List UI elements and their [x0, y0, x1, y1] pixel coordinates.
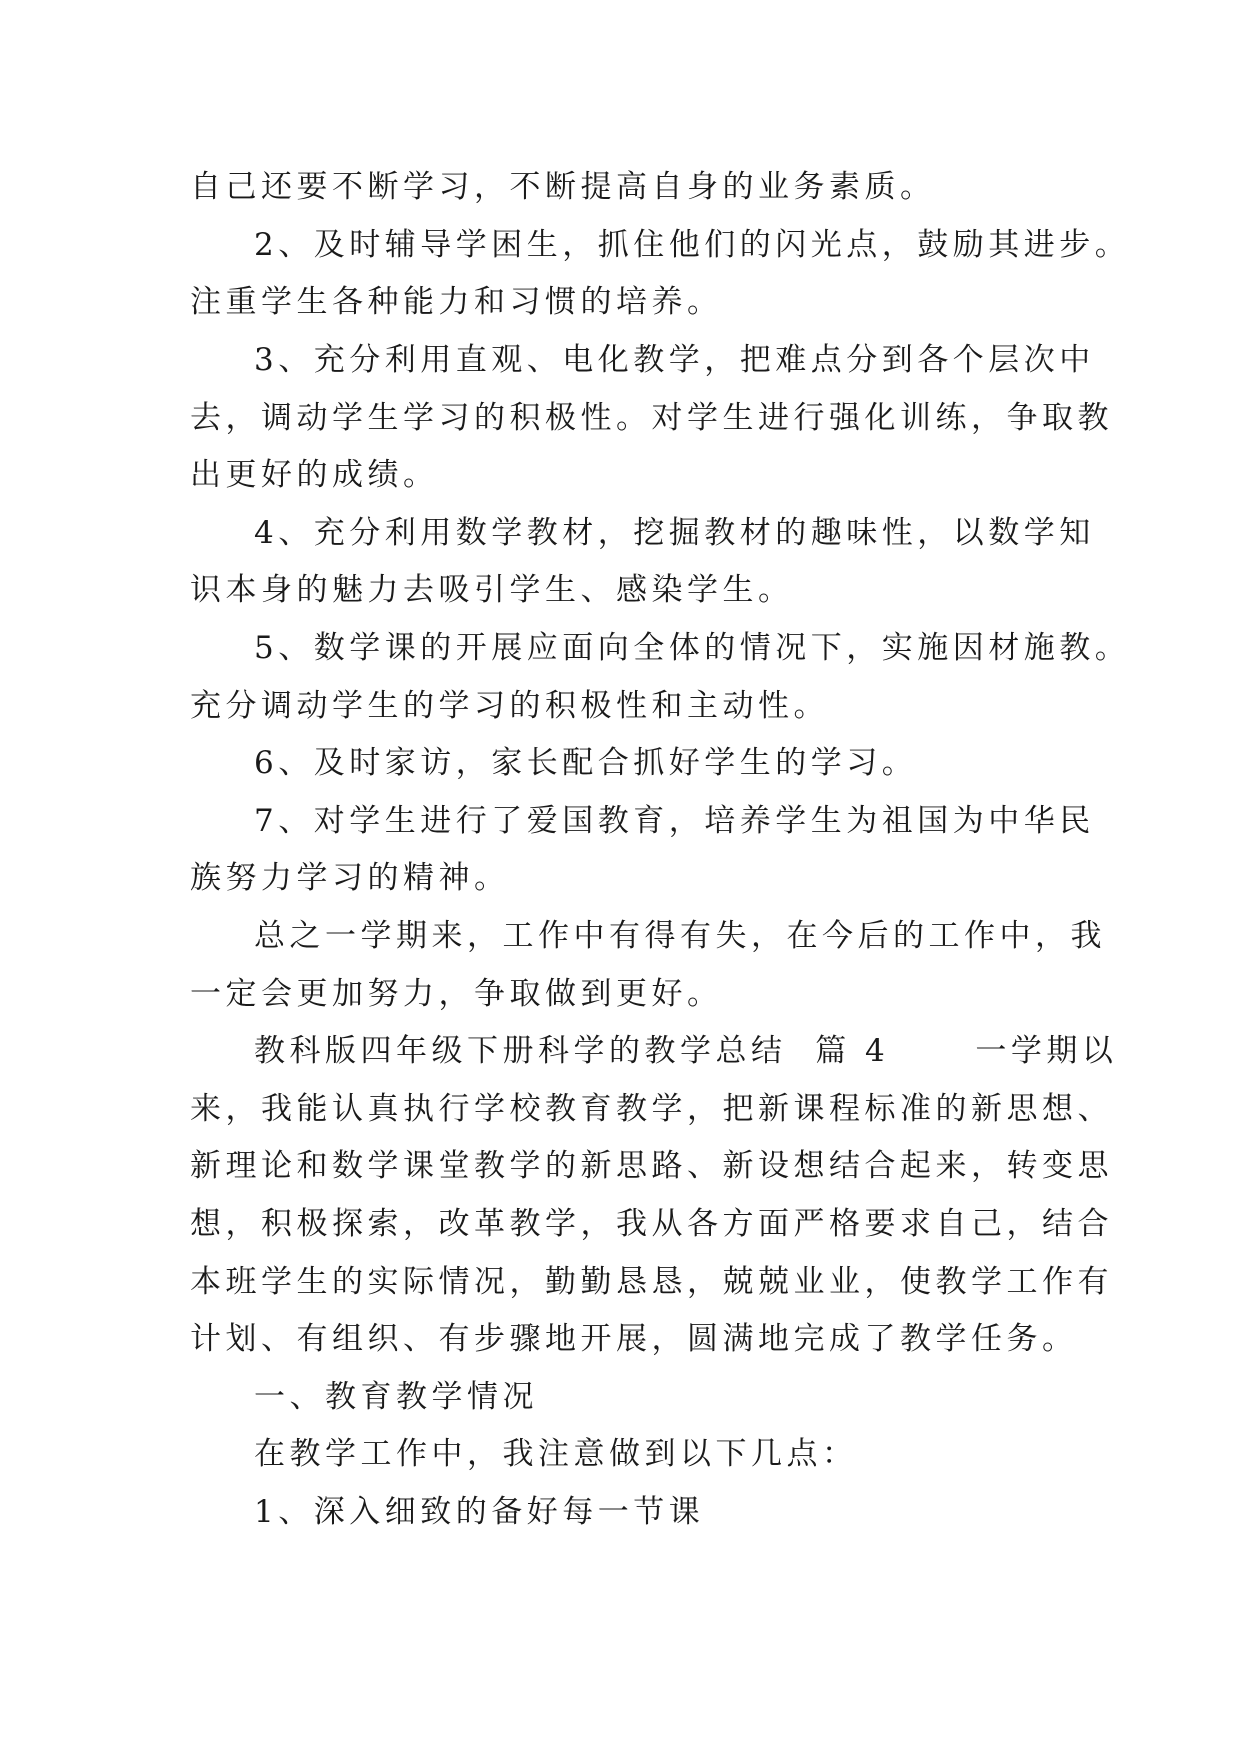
- text-line: 6、及时家访，家长配合抓好学生的学习。: [254, 745, 918, 781]
- text-line: 7、对学生进行了爱国教育，培养学生为祖国为中华民: [254, 803, 1095, 839]
- text-line: 来，我能认真执行学校教育教学，把新课程标准的新思想、: [190, 1091, 1113, 1127]
- text-line: 教科版四年级下册科学的教学总结 篇 4 一学期以: [254, 1033, 1118, 1069]
- text-line: 族努力学习的精神。: [190, 860, 510, 896]
- text-line: 自己还要不断学习，不断提高自身的业务素质。: [190, 169, 936, 205]
- text-line: 总之一学期来，工作中有得有失，在今后的工作中，我: [254, 918, 1106, 954]
- text-line: 5、数学课的开展应面向全体的情况下，实施因材施教。: [254, 630, 1131, 666]
- text-line: 计划、有组织、有步骤地开展，圆满地完成了教学任务。: [190, 1321, 1078, 1357]
- text-line: 注重学生各种能力和习惯的培养。: [190, 284, 723, 320]
- text-line: 新理论和数学课堂教学的新思路、新设想结合起来，转变思: [190, 1148, 1113, 1184]
- text-line: 4、充分利用数学教材，挖掘教材的趣味性，以数学知: [254, 515, 1095, 551]
- text-line: 在教学工作中，我注意做到以下几点：: [254, 1436, 858, 1472]
- text-line: 本班学生的实际情况，勤勤恳恳，兢兢业业，使教学工作有: [190, 1264, 1113, 1300]
- text-line: 1、深入细致的备好每一节课: [254, 1494, 705, 1530]
- text-line: 一、教育教学情况: [254, 1379, 538, 1415]
- text-line: 充分调动学生的学习的积极性和主动性。: [190, 688, 829, 724]
- text-line: 去，调动学生学习的积极性。对学生进行强化训练，争取教: [190, 400, 1113, 436]
- text-line: 3、充分利用直观、电化教学，把难点分到各个层次中: [254, 342, 1095, 378]
- text-line: 想，积极探索，改革教学，我从各方面严格要求自己，结合: [190, 1206, 1113, 1242]
- text-line: 出更好的成绩。: [190, 457, 439, 493]
- text-line: 2、及时辅导学困生，抓住他们的闪光点，鼓励其进步。: [254, 227, 1131, 263]
- text-line: 一定会更加努力，争取做到更好。: [190, 976, 723, 1012]
- text-line: 识本身的魅力去吸引学生、感染学生。: [190, 572, 794, 608]
